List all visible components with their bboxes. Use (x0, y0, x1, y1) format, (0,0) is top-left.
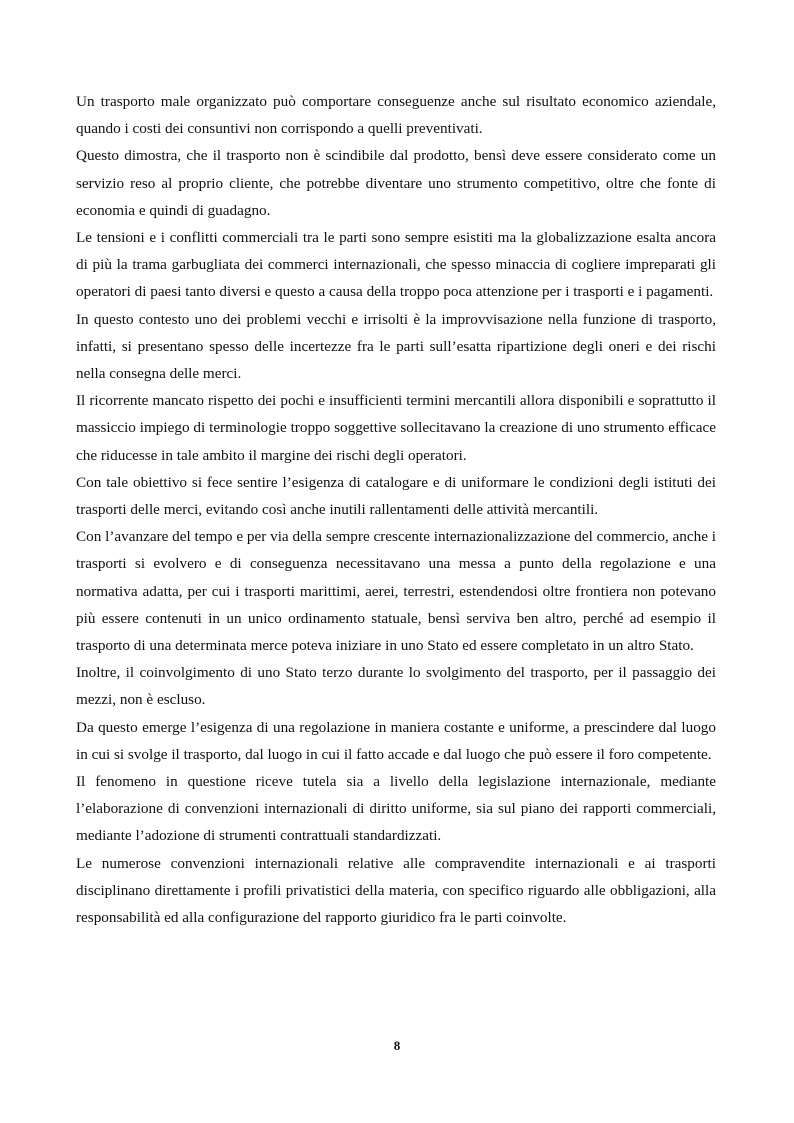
paragraph-11: Le numerose convenzioni internazionali relative alle compravendite internazionali e ai trasporti disciplinano direttamente i profili privatistici della materia, con specifico riguardo alle obbligazioni, alla responsabilità ed alla configurazione del rapporto giuridico fra le parti coinvolte. (76, 854, 716, 927)
paragraph-10: Il fenomeno in questione riceve tutela sia a livello della legislazione internazionale, mediante l’elaborazione di convenzioni internazionali di diritto uniforme, sia sul piano dei rapporti commerciali, mediante l’adozione di strumenti contrattuali standardizzati. (76, 773, 716, 845)
paragraph-1: Un trasporto male organizzato può comportare conseguenze anche sul risultato economico aziendale, quando i costi dei consuntivi non corrispondo a quelli preventivati. (76, 93, 716, 138)
paragraph-9: Da questo emerge l’esigenza di una regolazione in maniera costante e uniforme, a prescindere dal luogo in cui si svolge il trasporto, dal luogo in cui il fatto accade e dal luogo che può essere il foro competente. (76, 718, 716, 763)
paragraph-2: Questo dimostra, che il trasporto non è scindibile dal prodotto, bensì deve essere considerato come un servizio reso al proprio cliente, che potrebbe diventare uno strumento competitivo, oltre che fonte di economia e quindi di guadagno. (76, 147, 716, 219)
paragraph-7: Con l’avanzare del tempo e per via della sempre crescente internazionalizzazione del commercio, anche i trasporti si evolvero e di conseguenza necessitavano una messa a punto della regolazione e una normativa adatta, per cui i trasporti marittimi, aerei, terrestri, estendendosi oltre frontiera non potevano più essere contenuti in un unico ordinamento statuale, bensì serviva ben altro, perché ad esempio il trasporto di una determinata merce poteva iniziare in uno Stato ed essere completato in un altro Stato. (76, 528, 716, 655)
paragraph-6: Con tale obiettivo si fece sentire l’esigenza di catalogare e di uniformare le condizioni degli istituti dei trasporti delle merci, evitando così anche inutili rallentamenti delle attività mercantili. (76, 473, 716, 519)
paragraph-4: In questo contesto uno dei problemi vecchi e irrisolti è la improvvisazione nella funzione di trasporto, infatti, si presentano spesso delle incertezze fra le parti sull’esatta ripartizione degli oneri e dei rischi nella consegna delle merci. (76, 310, 716, 383)
paragraph-3: Le tensioni e i conflitti commerciali tra le parti sono sempre esistiti ma la globalizzazione esalta ancora di più la trama garbugliata dei commerci internazionali, che spesso minaccia di cogliere impreparati gli operatori di paesi tanto diversi e questo a causa della troppo poca attenzione per i trasporti e i pagamenti. (76, 229, 716, 301)
paragraph-8: Inoltre, il coinvolgimento di uno Stato terzo durante lo svolgimento del trasporto, per il passaggio dei mezzi, non è escluso. (76, 664, 716, 709)
page-number: 8 (393, 1038, 401, 1053)
paragraph-5: Il ricorrente mancato rispetto dei pochi e insufficienti termini mercantili allora disponibili e soprattutto il massiccio impiego di terminologie troppo soggettive sollecitavano la creazione di uno strumento efficace che riducesse in tale ambito il margine dei rischi degli operatori. (76, 392, 716, 464)
document-body (76, 88, 716, 931)
